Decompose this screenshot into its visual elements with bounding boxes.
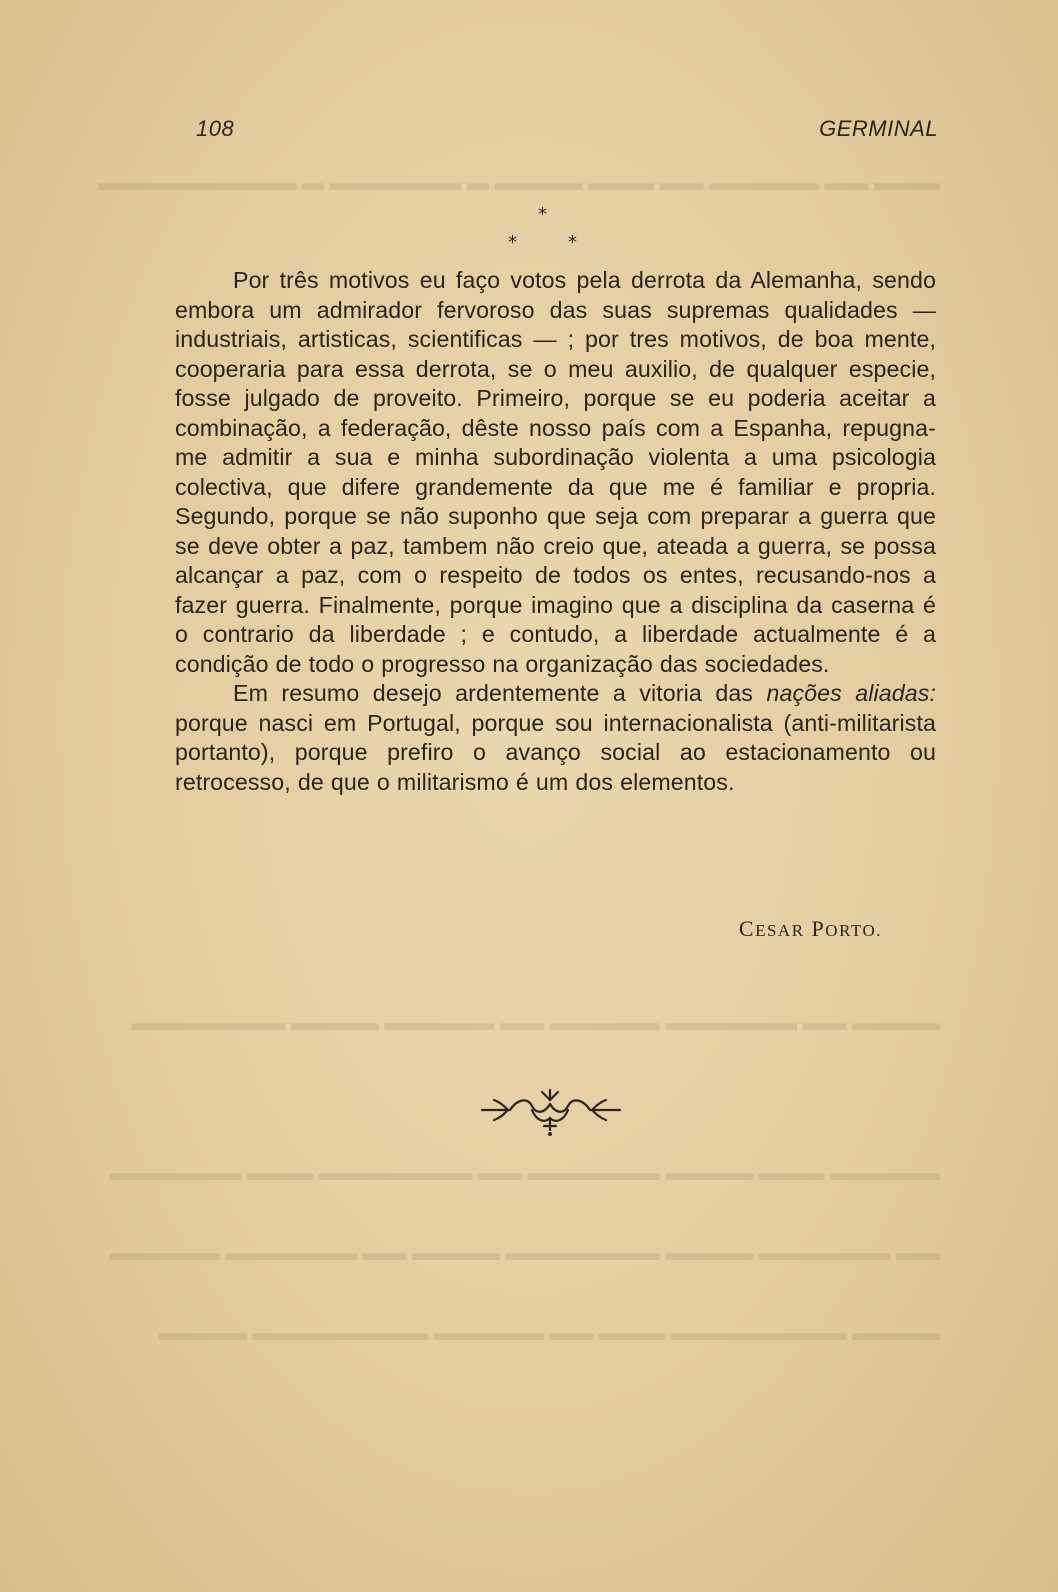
section-break-asterism: [500, 206, 600, 256]
paragraph: Por três motivos eu faço votos pela derrota da Alemanha, sendo embora um admirador fervoroso das suas supremas qualidades — industriais, artisticas, scientificas — ; por tres motivos, de boa mente, cooperaria para essa derrota, se o meu auxilio, de qualquer especie, fosse julgado de proveito. Primeiro, porque se eu poderia aceitar a combinação, a federação, dêste nosso país com a Espanha, repugna-me admitir a sua e minha subordinação violenta a uma psicologia colectiva, que difere grandemente da que me é familiar e propria. Segundo, porque se não suponho que seja com preparar a guerra que se deve obter a paz, tambem não creio que, ateada a guerra, se possa alcançar a paz, com o respeito de todos os entes, recusando-nos a fazer guerra. Finalmente, porque imagino que a disciplina da caserna é o contrario da liberdade ; e contudo, a liberdade actualmente é a condição de todo o progresso na organização das sociedades.: [175, 267, 936, 677]
signature-smallcaps: ORTO.: [825, 921, 882, 940]
show-through-texture: ▬▬▬▬▬ ▬▬▬ ▬▬▬▬ ▬▬▬▬▬▬ ▬▬ ▬▬▬▬▬▬▬ ▬▬▬ ▬▬▬▬▬▬: [109, 1160, 940, 1185]
running-head: GERMINAL: [819, 116, 938, 141]
paragraph-text: porque nasci em Portugal, porque sou internacionalista (anti-militarista portanto), porque prefiro o avanço social ao estacionamento ou retrocesso, de que o militarismo é um dos elementos.: [175, 709, 936, 795]
show-through-texture: ▬▬▬▬ ▬▬ ▬▬▬▬▬▬ ▬▬▬▬▬ ▬▬ ▬▬▬▬▬ ▬▬▬▬ ▬▬▬▬▬▬▬: [131, 1010, 940, 1035]
signature-initial: P: [811, 916, 826, 941]
show-through-texture: ▬▬▬▬ ▬▬▬▬▬▬▬▬ ▬▬▬ ▬▬ ▬▬▬▬▬ ▬▬▬▬▬▬▬▬ ▬▬▬▬: [159, 1320, 940, 1345]
asterisk-glyph: *: [508, 232, 517, 253]
paragraph-text: Em resumo desejo ardentemente a vitoria das: [233, 680, 754, 706]
author-signature: [739, 916, 882, 942]
show-through-texture: ▬▬ ▬▬▬▬▬▬ ▬▬▬▬ ▬▬▬▬▬▬▬ ▬▬▬▬ ▬▬ ▬▬▬▬▬▬ ▬▬▬▬▬: [109, 1240, 940, 1265]
article-body: [175, 266, 936, 797]
emphasized-phrase: nações aliadas:: [766, 680, 937, 706]
page-number: 108: [196, 116, 235, 141]
asterisk-glyph: *: [538, 204, 547, 225]
signature-initial: C: [738, 916, 756, 941]
asterisk-glyph: *: [568, 232, 577, 253]
show-through-texture: ▬▬▬ ▬▬ ▬▬▬▬▬ ▬▬ ▬▬▬ ▬▬▬▬ ▬ ▬▬▬▬▬▬ ▬ ▬▬▬▬▬▬▬▬▬: [98, 170, 940, 195]
signature-smallcaps: ESAR: [755, 921, 805, 940]
paragraph: [175, 679, 936, 797]
floral-ornament-icon: [470, 1080, 630, 1140]
